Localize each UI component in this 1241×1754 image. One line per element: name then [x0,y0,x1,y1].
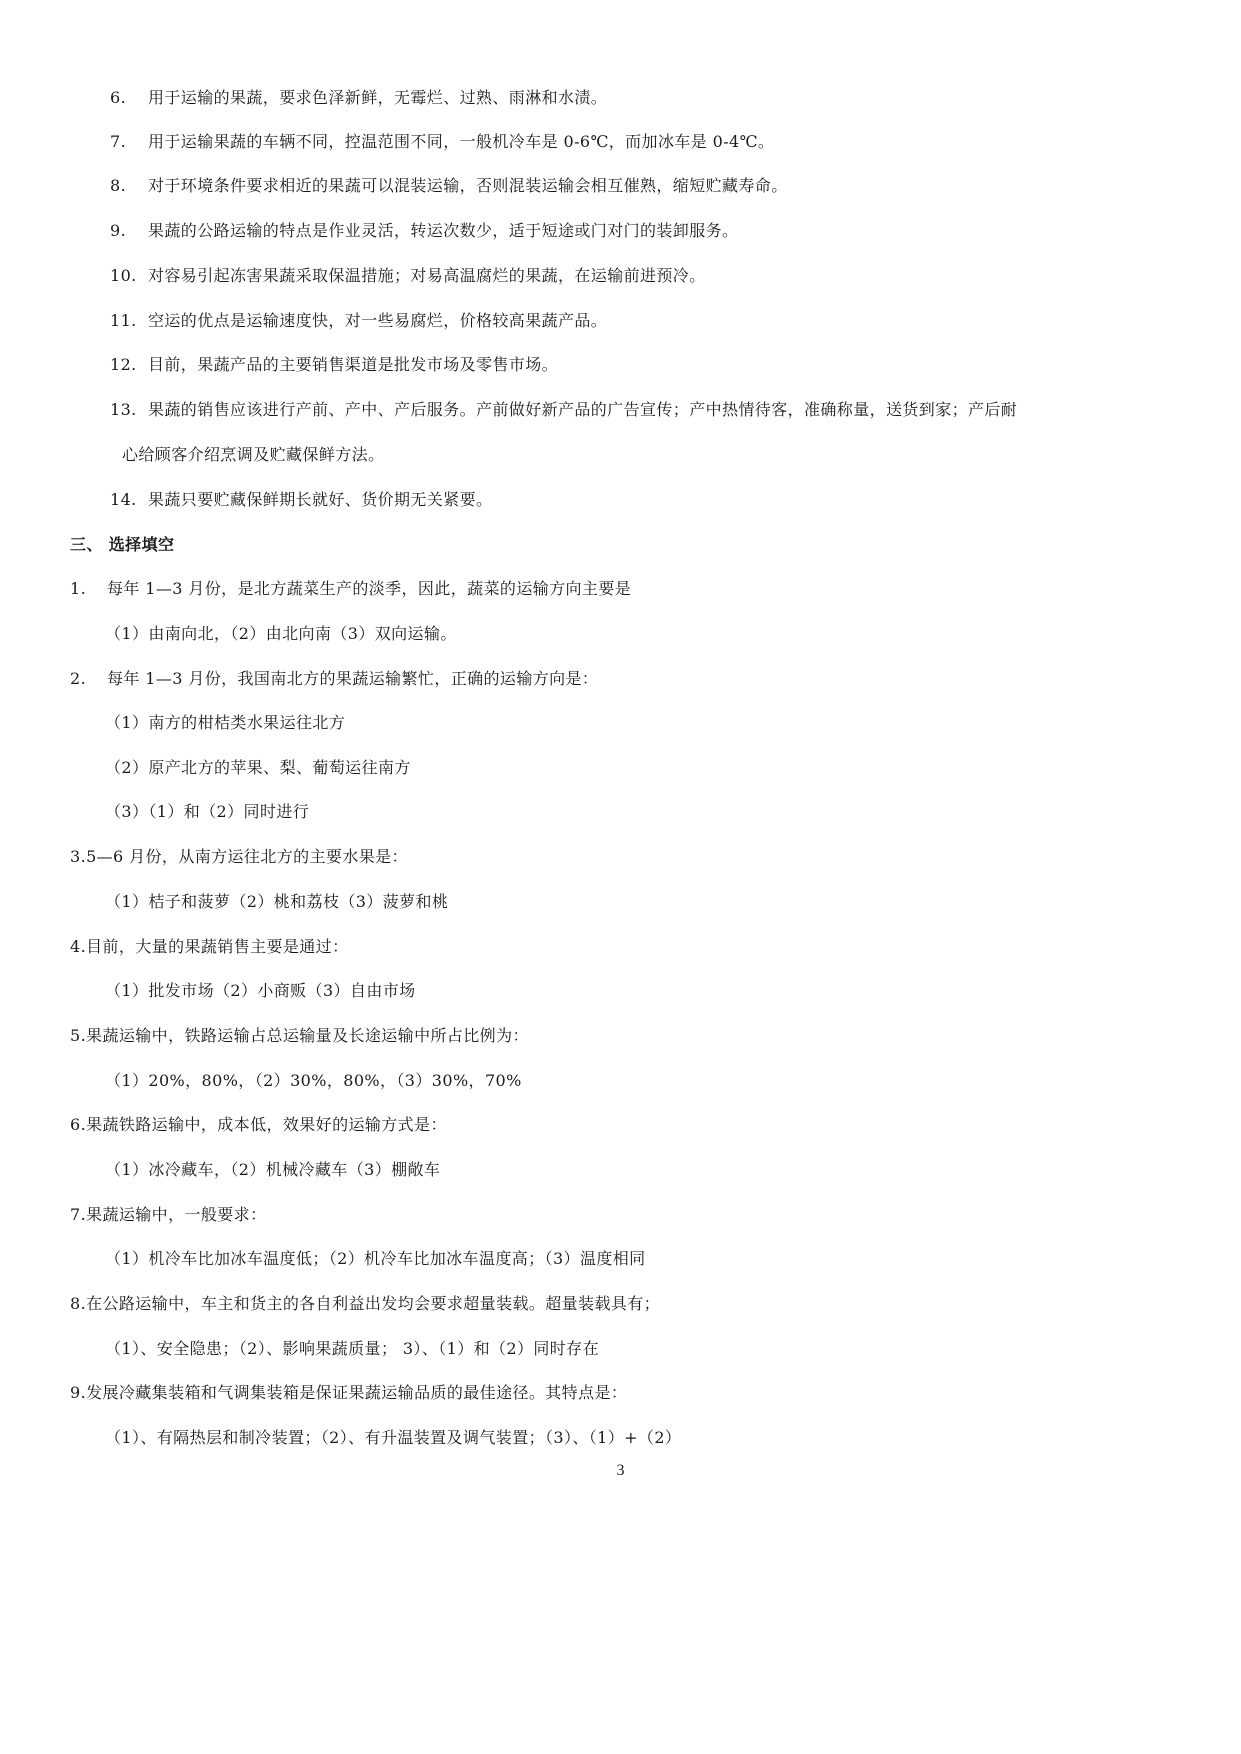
judgement-item [110,220,738,242]
choice-options: （1）、安全隐患；（2）、影响果蔬质量； 3）、（1）和（2）同时存在 [105,1339,599,1358]
item-number: 8. [110,176,127,195]
item-number: 11. [110,311,137,330]
question-text: 每年 1—3 月份，我国南北方的果蔬运输繁忙，正确的运输方向是： [107,669,599,688]
choice-question [70,846,408,868]
question-number: 5. [70,1026,87,1045]
item-number: 9. [110,221,127,240]
item-text: 对于环境条件要求相近的果蔬可以混装运输，否则混装运输会相互催熟，缩短贮藏寿命。 [148,176,788,195]
question-number: 1. [70,579,87,598]
item-text: 对容易引起冻害果蔬采取保温措施；对易高温腐烂的果蔬，在运输前进预冷。 [148,266,706,285]
choice-options: （1）冰冷藏车，（2）机械冷藏车（3）棚敞车 [105,1160,441,1179]
question-text: 果蔬运输中，一般要求： [86,1205,267,1224]
choice-options: （1）南方的柑桔类水果运往北方 [105,713,346,732]
judgement-item [110,489,492,511]
choice-question [70,1293,660,1315]
question-text: 每年 1—3 月份，是北方蔬菜生产的淡季，因此，蔬菜的运输方向主要是 [107,579,632,598]
question-number: 3. [70,847,87,866]
judgement-item [110,310,607,332]
choice-question [70,578,631,600]
question-number: 2. [70,669,87,688]
judgement-item [110,87,607,109]
item-number: 13. [110,400,137,419]
judgement-item [110,354,558,376]
question-number: 4. [70,937,87,956]
choice-question [70,936,348,958]
question-text: 发展冷藏集装箱和气调集装箱是保证果蔬运输品质的最佳途径。其特点是： [86,1383,628,1402]
question-number: 6. [70,1115,87,1134]
choice-options: （3）（1）和（2）同时进行 [105,802,310,821]
choice-options: （1）桔子和菠萝（2）桃和荔枝（3）菠萝和桃 [105,892,449,911]
item-text: 目前，果蔬产品的主要销售渠道是批发市场及零售市场。 [148,355,559,374]
question-text: 果蔬运输中，铁路运输占总运输量及长途运输中所占比例为： [86,1026,529,1045]
item-number: 7. [110,132,127,151]
choice-question [70,1204,266,1226]
question-number: 7. [70,1205,87,1224]
item-number: 6. [110,88,127,107]
choice-options: （2）原产北方的苹果、梨、葡萄运往南方 [105,758,411,777]
item-text: 心给顾客介绍烹调及贮藏保鲜方法。 [122,445,385,464]
question-text: 目前，大量的果蔬销售主要是通过： [86,937,349,956]
question-text: 果蔬铁路运输中，成本低，效果好的运输方式是： [86,1115,447,1134]
judgement-item [110,131,774,153]
choice-question [70,1382,627,1404]
item-text: 果蔬只要贮藏保鲜期长就好、货价期无关紧要。 [148,490,493,509]
item-text: 果蔬的销售应该进行产前、产中、产后服务。产前做好新产品的广告宣传；产中热情待客，准确称量，送货到家；产后耐 [148,400,1018,419]
choice-options: （1）、有隔热层和制冷装置；（2）、有升温装置及调气装置；（3）、（1）+（2） [105,1428,682,1447]
question-text: 在公路运输中，车主和货主的各自利益出发均会要求超量装载。超量装载具有； [86,1294,661,1313]
item-number: 10. [110,266,137,285]
choice-question [70,1025,529,1047]
question-number: 9. [70,1383,87,1402]
item-text: 用于运输的果蔬，要求色泽新鲜，无霉烂、过熟、雨淋和水渍。 [148,88,608,107]
question-number: 8. [70,1294,87,1313]
choice-options: （1）由南向北，（2）由北向南（3）双向运输。 [105,624,457,643]
judgement-item-continuation [122,444,384,466]
page-number: 3 [616,1462,625,1479]
judgement-item [110,175,788,197]
item-text: 用于运输果蔬的车辆不同，控温范围不同，一般机冷车是 0-6℃，而加冰车是 0-4℃。 [148,132,775,151]
choice-options: （1）20%，80%，（2）30%，80%，（3）30%，70% [105,1071,522,1090]
item-number: 12. [110,355,137,374]
section-heading: 三、 选择填空 [70,535,175,554]
item-text: 果蔬的公路运输的特点是作业灵活，转运次数少，适于短途或门对门的装卸服务。 [148,221,739,240]
item-number: 14. [110,490,137,509]
item-text: 空运的优点是运输速度快，对一些易腐烂，价格较高果蔬产品。 [148,311,608,330]
choice-question [70,1114,447,1136]
judgement-item [110,265,706,287]
judgement-item [110,399,1017,421]
choice-options: （1）批发市场（2）小商贩（3）自由市场 [105,981,416,1000]
question-text: 5—6 月份，从南方运往北方的主要水果是： [86,847,408,866]
choice-question [70,668,598,690]
choice-options: （1）机冷车比加冰车温度低；（2）机冷车比加冰车温度高；（3）温度相同 [105,1249,646,1268]
